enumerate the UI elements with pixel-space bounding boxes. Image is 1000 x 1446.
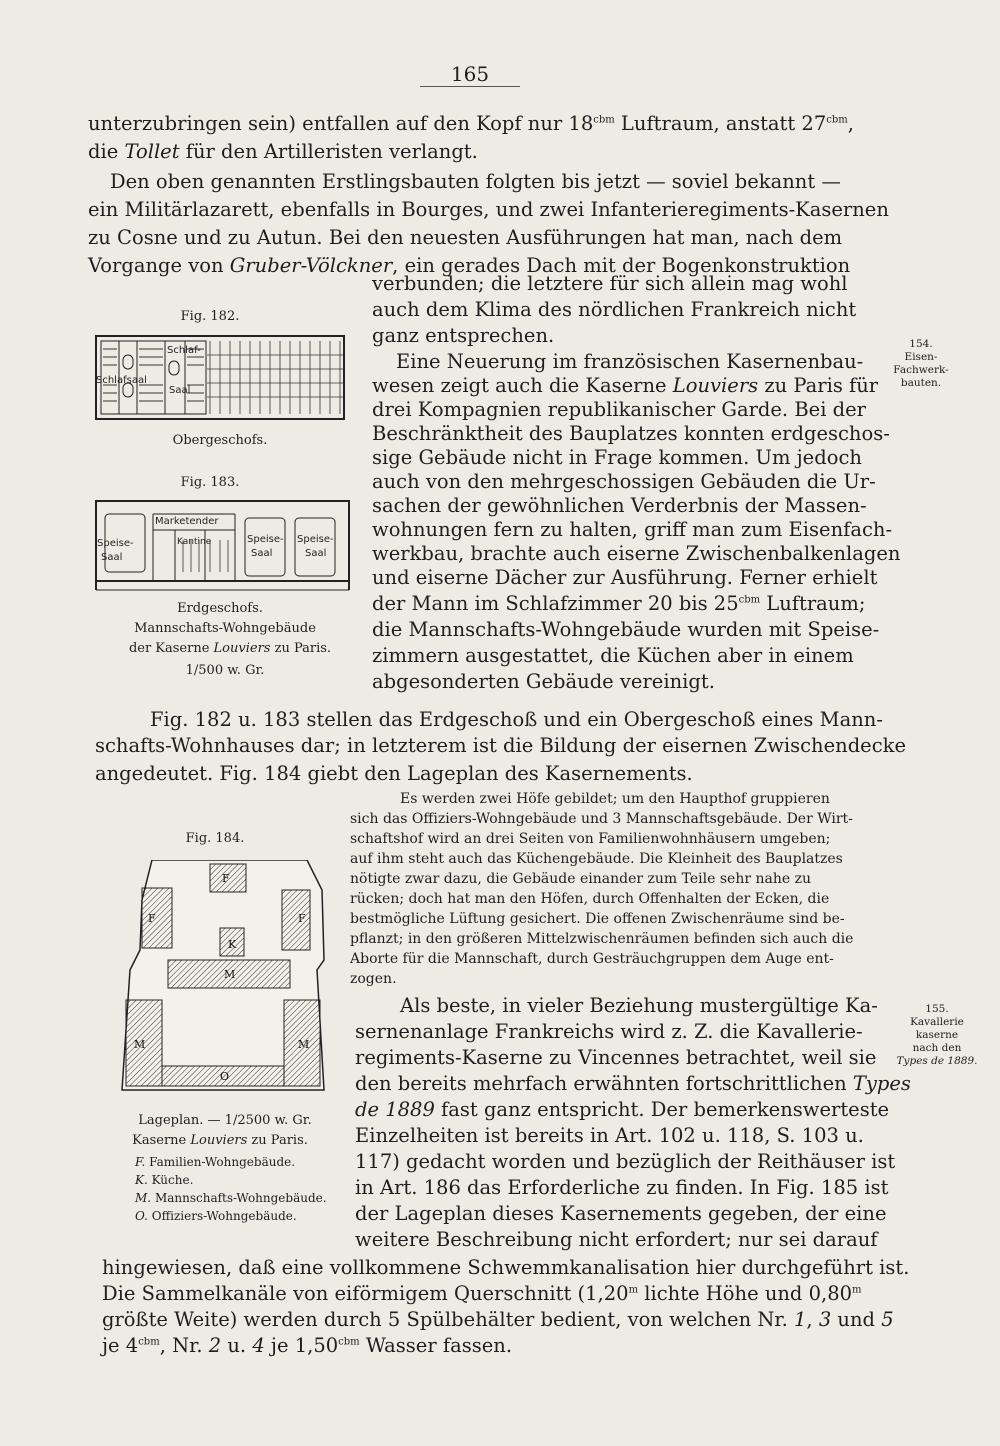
text-line: den bereits mehrfach erwähnten fortschrittlichen Types (355, 1072, 911, 1095)
fig184-plan-letter: K (228, 938, 237, 951)
text-line: Die Sammelkanäle von eiförmigem Querschnitt (1,20$^m$ lichte Höhe und 0,80$^m$ (102, 1282, 862, 1305)
text-line: auch dem Klima des nördlichen Frankreich nicht (372, 298, 857, 321)
text-line: wesen zeigt auch die Kaserne Louviers zu Paris für (372, 374, 879, 397)
fig184-plan-letter: M (224, 968, 236, 981)
text-line: angedeutet. Fig. 184 giebt den Lageplan des Kasernements. (95, 762, 693, 785)
text-line: sernenanlage Frankreichs wird z. Z. die Kavallerie- (355, 1020, 863, 1043)
fig184-legend-item: K. Küche. (135, 1173, 194, 1187)
fig183-floor-plan (95, 500, 350, 592)
text-line: hingewiesen, daß eine vollkommene Schwemmkanalisation hier durchgeführt ist. (102, 1256, 910, 1279)
text-line: je $4^{cbm}$, Nr. 2 u. 4 je $1,50^{cbm}$ Wasser fassen. (102, 1334, 513, 1357)
small-text-line: pflanzt; in den größeren Mittelzwischenräumen befinden sich auch die (350, 931, 854, 947)
fig183-label: Saal (251, 548, 273, 559)
text-line: sachen der gewöhnlichen Verderbnis der Massen- (372, 494, 867, 517)
fig184-title: Fig. 184. (185, 831, 245, 846)
text-line: unterzubringen sein) entfallen auf den Kopf nur $18^{cbm}$ Luftraum, anstatt $27^{cbm}$, (88, 112, 854, 135)
text-line: Vorgange von Gruber-Völckner, ein gerades Dach mit der Bogenkonstruktion (88, 254, 851, 277)
fig184-plan-letter: F (222, 872, 230, 885)
fig183-title: Fig. 183. (180, 475, 240, 490)
text-line: der Lageplan dieses Kasernements gegeben, der eine (355, 1202, 887, 1225)
text-line: auch von den mehrgeschossigen Gebäuden die Ur- (372, 470, 876, 493)
fig184-legend-item: O. Offiziers-Wohngebäude. (135, 1209, 297, 1223)
fig183-caption: Erdgeschofs. (177, 601, 263, 616)
small-text-line: zogen. (350, 971, 397, 987)
small-text-line: schaftshof wird an drei Seiten von Familienwohnhäusern umgeben; (350, 831, 831, 847)
fig183-label: Speise- (97, 538, 134, 549)
fig183-label: Speise- (247, 534, 284, 545)
fig184-plan-letter: O (220, 1070, 230, 1083)
small-text-line: rücken; doch hat man den Höfen, durch Offenhalten der Ecken, die (350, 891, 830, 907)
text-line: Den oben genannten Erstlingsbauten folgten bis jetzt — soviel bekannt — (110, 170, 841, 193)
text-line: wohnungen fern zu halten, griff man zum Eisenfach- (372, 518, 893, 541)
small-text-line: nötigte zwar dazu, die Gebäude einander zum Teile sehr nahe zu (350, 871, 812, 887)
text-line: schafts-Wohnhauses dar; in letzterem ist die Bildung der eisernen Zwischendecke (95, 734, 907, 757)
fig182-title: Fig. 182. (180, 309, 240, 324)
text-line: ein Militärlazarett, ebenfalls in Bourges, und zwei Infanterieregiments-Kasernen (88, 198, 889, 221)
fig183-label: Saal (305, 548, 327, 559)
text-line: der Mann im Schlafzimmer 20 bis $25^{cbm}$ Luftraum; (372, 592, 866, 615)
fig184-plan-letter: F (298, 912, 306, 925)
text-line: ganz entsprechen. (372, 324, 555, 347)
fig182-label: Schlafsaal (96, 375, 147, 386)
fig184-caption: Kaserne Louviers zu Paris. (132, 1133, 308, 1148)
text-line: die Tollet für den Artilleristen verlangt. (88, 140, 478, 163)
text-line: Als beste, in vieler Beziehung mustergültige Ka- (400, 994, 878, 1017)
text-line: sige Gebäude nicht in Frage kommen. Um jedoch (372, 446, 862, 469)
fig182-183-caption: Mannschafts-Wohngebäude (134, 621, 316, 636)
text-line: zimmern ausgestattet, die Küchen aber in einem (372, 644, 854, 667)
page-number: 165 (450, 62, 490, 86)
fig183-label: Saal (101, 552, 123, 563)
small-text-line: auf ihm steht auch das Küchengebäude. Die Kleinheit des Bauplatzes (350, 851, 843, 867)
margin-note-154: 154. Eisen- Fachwerk- bauten. (893, 338, 949, 389)
text-line: in Art. 186 das Erforderliche zu finden. In Fig. 185 ist (355, 1176, 889, 1199)
small-text-line: sich das Offiziers-Wohngebäude und 3 Mannschaftsgebäude. Der Wirt- (350, 811, 853, 827)
fig184-plan-letter: M (134, 1038, 146, 1051)
fig184-scale: Lageplan. — 1/2500 w. Gr. (138, 1113, 312, 1128)
margin-note-155: 155. Kavallerie kaserne nach den Types de 1889. (896, 1003, 978, 1067)
text-line: werkbau, brachte auch eiserne Zwischenbalkenlagen (372, 542, 901, 565)
fig183-label: Marketender (155, 516, 219, 527)
fig182-label: Schlaf- (167, 345, 201, 356)
fig183-label: Kantine (177, 537, 212, 547)
fig184-site-plan (112, 860, 337, 1100)
text-line: weitere Beschreibung nicht erfordert; nur sei darauf (355, 1228, 878, 1251)
fig182-label: Saal (169, 385, 191, 396)
fig184-legend-item: F. Familien-Wohngebäude. (135, 1155, 296, 1169)
text-line: die Mannschafts-Wohngebäude wurden mit Speise- (372, 618, 880, 641)
page-number-rule (420, 86, 520, 87)
fig183-label: Speise- (297, 534, 334, 545)
fig184-plan-letter: F (148, 912, 156, 925)
small-text-line: Es werden zwei Höfe gebildet; um den Haupthof gruppieren (400, 791, 830, 807)
text-line: Beschränktheit des Bauplatzes konnten erdgeschos- (372, 422, 890, 445)
text-line: regiments-Kaserne zu Vincennes betrachtet, weil sie (355, 1046, 877, 1069)
fig184-legend-item: M. Mannschafts-Wohngebäude. (135, 1191, 327, 1205)
text-line: zu Cosne und zu Autun. Bei den neuesten Ausführungen hat man, nach dem (88, 226, 843, 249)
small-text-line: Aborte für die Mannschaft, durch Gesträuchgruppen dem Auge ent- (350, 951, 834, 967)
text-line: Eine Neuerung im französischen Kasernenbau- (396, 350, 864, 373)
text-line: 117) gedacht worden und bezüglich der Reithäuser ist (355, 1150, 896, 1173)
fig182-183-caption: der Kaserne Louviers zu Paris. (128, 641, 332, 656)
fig182-floor-plan (95, 335, 345, 420)
fig182-183-scale: 1/500 w. Gr. (185, 663, 265, 678)
text-line: de 1889 fast ganz entspricht. Der bemerkenswerteste (355, 1098, 890, 1121)
fig182-caption: Obergeschofs. (172, 433, 268, 448)
text-line: drei Kompagnien republikanischer Garde. Bei der (372, 398, 866, 421)
text-line: Fig. 182 u. 183 stellen das Erdgeschoß und ein Obergeschoß eines Mann- (150, 708, 883, 731)
small-text-line: bestmögliche Lüftung gesichert. Die offenen Zwischenräume sind be- (350, 911, 845, 927)
fig184-plan-letter: M (298, 1038, 310, 1051)
text-line: verbunden; die letztere für sich allein mag wohl (372, 272, 848, 295)
text-line: abgesonderten Gebäude vereinigt. (372, 670, 715, 693)
text-line: und eiserne Dächer zur Ausführung. Ferner erhielt (372, 566, 878, 589)
text-line: größte Weite) werden durch 5 Spülbehälter bedient, von welchen Nr. 1, 3 und 5 (102, 1308, 894, 1331)
text-line: Einzelheiten ist bereits in Art. 102 u. 118, S. 103 u. (355, 1124, 864, 1147)
